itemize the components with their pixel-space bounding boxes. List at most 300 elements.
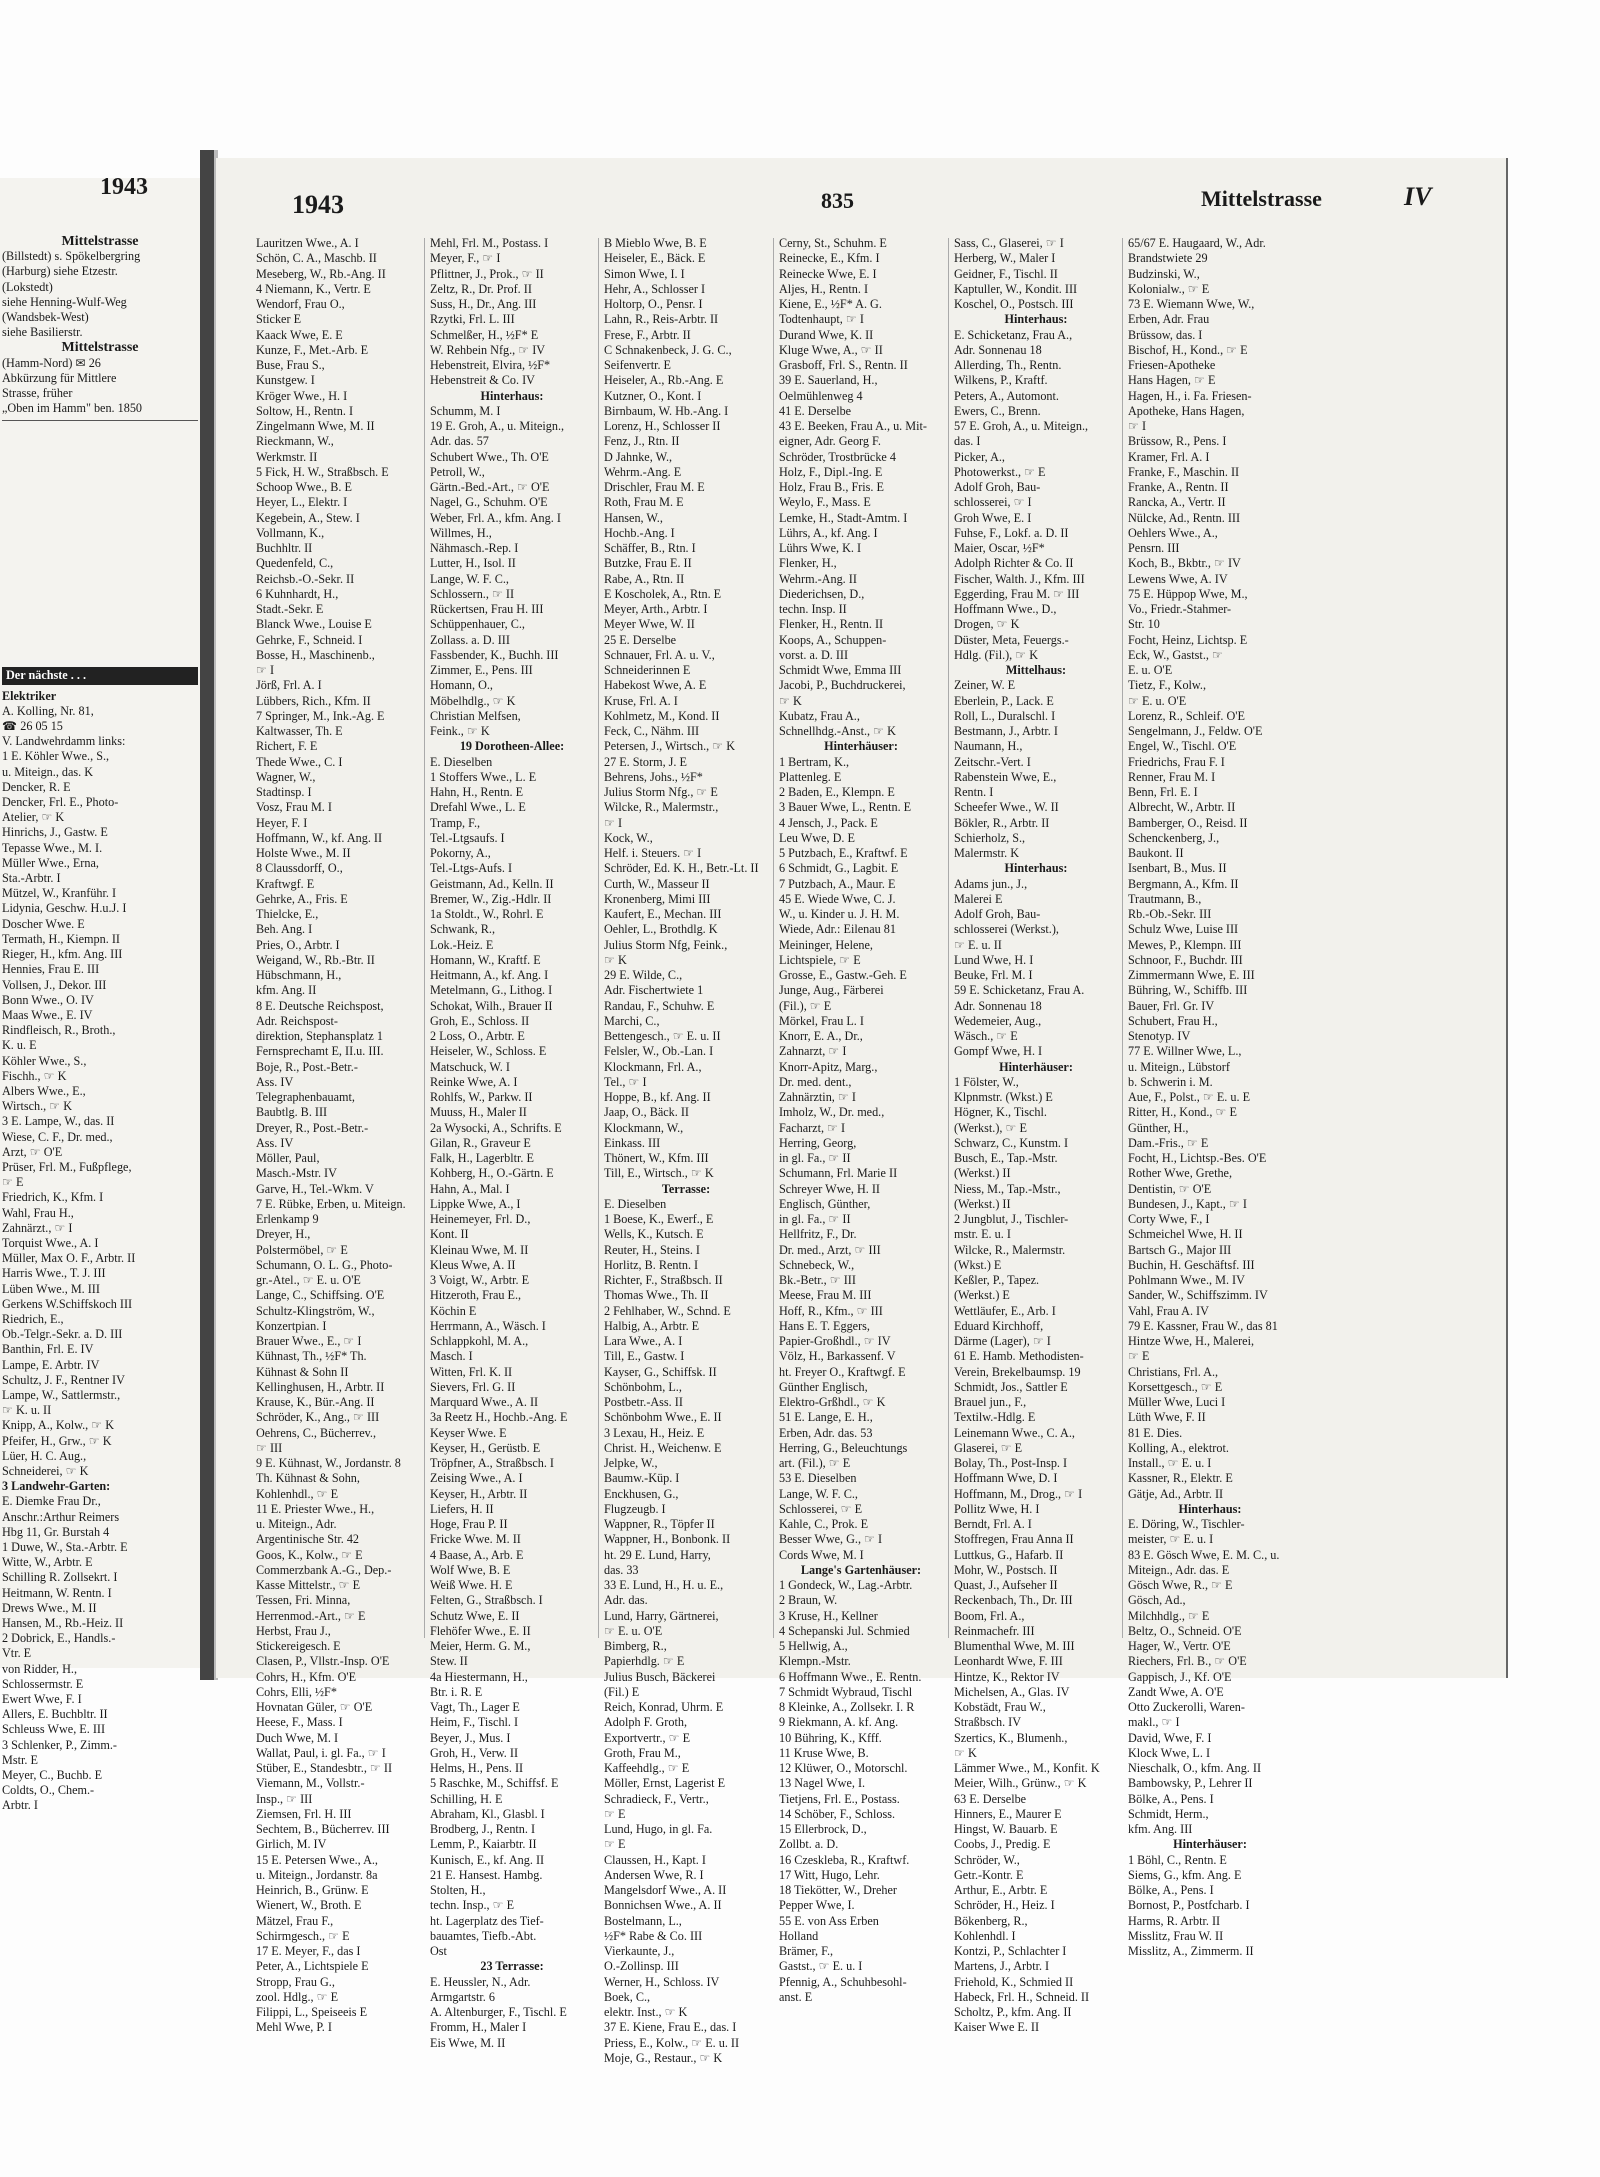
directory-line: u. Miteign., Jordanstr. 8a <box>256 1867 378 1882</box>
directory-line: Gilan, R., Graveur E <box>430 1135 531 1150</box>
directory-line: (Fil.), ☞ E <box>779 998 832 1013</box>
directory-line: Friedrich, K., Kfm. I <box>2 1190 104 1205</box>
directory-line: Lok.-Heiz. E <box>430 937 494 952</box>
directory-line: Herring, G., Beleuchtungs <box>779 1440 908 1455</box>
directory-line: Adr. Sonnenau 18 <box>954 998 1042 1013</box>
directory-line: makl., ☞ I <box>1128 1715 1180 1730</box>
directory-line: 63 E. Derselbe <box>954 1791 1027 1806</box>
directory-line: Dencker, Frl. E., Photo- <box>2 795 119 810</box>
directory-line: 7 E. Rübke, Erben, u. Miteign. <box>256 1196 406 1211</box>
directory-line: Randau, F., Schuhw. E <box>604 998 715 1013</box>
directory-line: Schirmgesch., ☞ E <box>256 1928 350 1943</box>
section-heading: 23 Terrasse: <box>480 1959 544 1974</box>
directory-line: Schumann, O. L. G., Photo- <box>256 1257 393 1272</box>
directory-line: Kruse, Frl. A. I <box>604 693 678 708</box>
directory-line: Gehrke, F., Schneid. I <box>256 632 363 647</box>
directory-line: Rzytki, Frl. L. III <box>430 312 515 327</box>
section-heading: Hinterhäuser: <box>999 1059 1073 1074</box>
directory-line: Lemm, P., Kaiarbtr. II <box>430 1837 537 1852</box>
directory-line: Commerzbank A.-G., Dep.- <box>256 1562 392 1577</box>
directory-line: Elektriker <box>2 688 57 703</box>
directory-line: Fenz, J., Rtn. II <box>604 434 680 449</box>
street-heading: Mittelstrasse <box>1201 186 1322 211</box>
directory-line: D Jahnke, W., <box>604 449 673 464</box>
directory-line: ☞ K. u. II <box>2 1403 52 1418</box>
directory-line: Bauer, Frl. Gr. IV <box>1128 998 1215 1013</box>
directory-line: Schmeichel Wwe, H. II <box>1128 1227 1243 1242</box>
directory-line: Hansen, W., <box>604 510 663 525</box>
directory-line: Scholtz, P., kfm. Ang. II <box>954 2005 1072 2019</box>
directory-line: Heiseler, A., Rb.-Ang. E <box>604 373 724 388</box>
directory-line: Klock Wwe, L. I <box>1128 1745 1211 1760</box>
directory-line: Eberlein, P., Lack. E <box>954 693 1054 708</box>
directory-line: 3a Reetz H., Hochb.-Ang. E <box>430 1410 568 1425</box>
directory-line: 6 Hoffmann Wwe., E. Rentn. <box>779 1669 922 1684</box>
directory-line: 9 Riekmann, A. kf. Ang. <box>779 1715 899 1730</box>
directory-line: Pohlmann Wwe., M. IV <box>1128 1273 1245 1287</box>
directory-line: ☞ I <box>604 815 623 830</box>
directory-line: Beyer, J., Mus. I <box>430 1730 511 1745</box>
directory-line: 21 E. Hansest. Hambg. <box>430 1867 543 1882</box>
directory-line: Wendorf, Frau O., <box>256 297 345 311</box>
directory-line: Hehr, A., Schlosser I <box>604 281 706 296</box>
directory-line: 3 Schlenker, P., Zimm.- <box>2 1737 117 1752</box>
directory-line: Herbst, Frau J., <box>256 1623 331 1638</box>
directory-line: Argentinische Str. 42 <box>256 1532 360 1547</box>
directory-line: 41 E. Derselbe <box>779 403 852 418</box>
directory-line: Schnauer, Frl. A. u. V., <box>604 647 715 662</box>
directory-line: Lange, W. F. C., <box>430 571 509 586</box>
directory-line: (Wkst.) E <box>954 1257 1002 1272</box>
page-number: 835 <box>821 188 854 213</box>
directory-line: Kohlmetz, M., Kond. II <box>604 708 720 723</box>
directory-line: Stüber, E., Standesbtr., ☞ II <box>256 1761 393 1775</box>
directory-line: Bolay, Th., Post-Insp. I <box>954 1456 1068 1470</box>
directory-line: Termath, H., Kiempn. II <box>2 931 120 946</box>
directory-line: gr.-Atel., ☞ E. u. O'E <box>256 1273 361 1287</box>
section-heading: Hinterhaus: <box>1004 312 1068 327</box>
directory-line: 12 Klüwer, O., Motorschl. <box>779 1761 908 1775</box>
directory-line: Hahn, A., Mal. I <box>430 1181 510 1196</box>
directory-line: Meyer Wwe, W. II <box>604 617 695 632</box>
directory-line: Lahn, R., Reis-Arbtr. II <box>604 312 719 327</box>
directory-line: Bambowsky, P., Lehrer II <box>1128 1776 1253 1791</box>
directory-line: Kellinghusen, H., Arbtr. II <box>256 1379 385 1394</box>
directory-line: 17 Witt, Hugo, Lehr. <box>779 1867 880 1882</box>
directory-line: Felten, G., Straßbsch. I <box>430 1593 543 1608</box>
directory-line: Schneiderei, ☞ K <box>2 1464 89 1478</box>
directory-line: (Werkst.) II <box>954 1166 1011 1181</box>
directory-line: Völz, H., Barkassenf. V <box>779 1349 896 1364</box>
directory-line: Michelsen, A., Glas. IV <box>954 1684 1070 1699</box>
directory-line: Keyser, H., Gerüstb. E <box>430 1440 541 1455</box>
directory-line: Wagner, W., <box>256 769 316 784</box>
directory-line: Adr. Fischertwiete 1 <box>604 983 704 998</box>
section-heading: Hinterhaus: <box>1178 1501 1242 1516</box>
directory-line: Holste Wwe., M. II <box>256 846 351 860</box>
directory-line: Wettläufer, E., Arb. I <box>954 1303 1056 1318</box>
directory-line: Weigand, W., Rb.-Btr. II <box>256 952 375 967</box>
directory-line: Lidynia, Geschw. H.u.J. I <box>2 901 127 916</box>
directory-line: Kramer, Frl. A. I <box>1128 449 1210 464</box>
directory-line: Wilkens, P., Kraftf. <box>954 373 1048 388</box>
directory-line: Kohlenhdl., ☞ E <box>256 1486 339 1501</box>
directory-line: 1 Boese, K., Ewerf., E <box>604 1212 714 1226</box>
directory-line: 7 Schmidt Wybraud, Tischl <box>779 1684 913 1699</box>
directory-line: Riedrich, E., <box>2 1311 64 1326</box>
directory-line: siehe Henning-Wulf-Weg <box>2 294 127 309</box>
directory-line: Brodberg, J., Rentn. I <box>430 1822 536 1836</box>
directory-line: Herring, Georg, <box>779 1135 857 1150</box>
directory-line: Kubatz, Frau A., <box>779 708 860 723</box>
directory-line: Christ. H., Weichenw. E <box>604 1440 722 1455</box>
directory-line: 6 Kuhnhardt, H., <box>256 586 339 601</box>
directory-line: schlosserei (Werkst.), <box>954 922 1059 937</box>
directory-line: Bimberg, R., <box>604 1639 667 1653</box>
directory-line: Garve, H., Tel.-Wkm. V <box>256 1181 374 1196</box>
directory-line: Schröder, W., <box>954 1852 1020 1867</box>
directory-line: Rother Wwe, Grethe, <box>1128 1166 1233 1181</box>
directory-line: Flenker, H., Rentn. II <box>779 617 884 632</box>
directory-line: Zahnärztin, ☞ I <box>779 1090 856 1104</box>
directory-line: Rancka, A., Vertr. II <box>1128 495 1226 510</box>
directory-line: Nülcke, Ad., Rentn. III <box>1128 510 1241 525</box>
directory-line: Groh, H., Verw. II <box>430 1745 518 1760</box>
directory-line: 39 E. Sauerland, H., <box>779 373 878 388</box>
directory-line: Kluge Wwe, A., ☞ II <box>779 342 883 357</box>
directory-line: Marchi, C., <box>604 1013 660 1028</box>
directory-line: Mangelsdorf Wwe., A. II <box>604 1883 727 1897</box>
directory-line: Reichsb.-O.-Sekr. II <box>256 571 355 586</box>
directory-line: Heyer, F. I <box>256 815 308 830</box>
directory-line: „Oben im Hamm" ben. 1850 <box>2 401 143 416</box>
directory-line: Pepper Wwe, I. <box>779 1898 855 1913</box>
directory-line: Kühnast, Th., ½F* Th. <box>256 1349 367 1364</box>
directory-line: Schüppenhauer, C., <box>430 617 525 632</box>
section-heading: 19 Dorotheen-Allee: <box>459 739 565 754</box>
directory-line: Dencker, R. E <box>2 779 71 794</box>
directory-line: Schwank, R., <box>430 922 495 937</box>
directory-line: Gompf Wwe, H. I <box>954 1044 1043 1059</box>
directory-line: Koch, B., Bkbtr., ☞ IV <box>1128 556 1241 571</box>
directory-line: Tietz, F., Kolw., <box>1128 678 1207 693</box>
directory-line: Fischh., ☞ K <box>2 1068 67 1083</box>
directory-line: Schneiderinnen E <box>604 663 691 677</box>
directory-line: Zeltz, R., Dr. Prof. II <box>430 281 532 296</box>
directory-line: Schröder, H., Heiz. I <box>954 1898 1055 1913</box>
directory-line: Möbelhdlg., ☞ K <box>430 693 516 708</box>
directory-line: Kaptuller, W., Kondit. III <box>954 281 1078 296</box>
directory-line: 13 Nagel Wwe, I. <box>779 1776 866 1791</box>
directory-line: Knorr-Apitz, Marg., <box>779 1059 878 1074</box>
directory-line: Metelmann, G., Lithog. I <box>430 983 553 998</box>
directory-line: Stew. II <box>430 1654 468 1669</box>
directory-line: Hingst, W. Bauarb. E <box>954 1822 1058 1836</box>
directory-line: 1a Stoldt., W., Rohrl. E <box>430 907 544 921</box>
directory-line: Verein, Brekelbaumsp. 19 <box>954 1364 1081 1379</box>
column-4 <box>779 236 943 2005</box>
directory-line: Schnebeck, W., <box>779 1257 855 1272</box>
directory-line: Telegraphenbauamt, <box>256 1090 355 1104</box>
directory-line: Stenotyp. IV <box>1128 1029 1191 1043</box>
directory-line: Malermstr. K <box>954 846 1019 860</box>
directory-line: Leu Wwe, D. E <box>779 830 855 845</box>
directory-line: 3 E. Lampe, W., das. II <box>2 1114 115 1129</box>
directory-line: Erben, Adr. das. 53 <box>779 1425 873 1440</box>
directory-line: Knipp, A., Kolw., ☞ K <box>2 1418 115 1433</box>
directory-line: Nagel, G., Schuhm. O'E <box>430 495 548 510</box>
directory-line: ☞ E. u. II <box>954 937 1002 952</box>
directory-line: Th. Kühnast & Sohn, <box>256 1471 360 1486</box>
directory-line: Hoge, Frau P. II <box>430 1517 508 1531</box>
directory-line: Reinmachefr. III <box>954 1623 1035 1638</box>
directory-line: Petroll, W., <box>430 464 485 479</box>
directory-line: Homann, W., Kraftf. E <box>430 952 541 967</box>
directory-line: Hoffmann Wwe, D. I <box>954 1471 1058 1486</box>
directory-line: Jelpke, W., <box>604 1456 658 1470</box>
directory-line: E. Schicketanz, Frau A., <box>954 327 1073 342</box>
directory-line: Milchhdlg., ☞ E <box>1128 1608 1210 1623</box>
directory-line: Schwarz, C., Kunstm. I <box>954 1135 1069 1150</box>
directory-line: (Harburg) siehe Etzestr. <box>2 264 118 279</box>
directory-line: 57 E. Groh, A., u. Miteign., <box>954 419 1089 433</box>
directory-line: Bundesen, J., Kapt., ☞ I <box>1128 1196 1247 1211</box>
directory-line: 37 E. Kiene, Frau E., das. I <box>604 2020 737 2035</box>
directory-line: schlosserei, ☞ I <box>954 495 1032 510</box>
directory-line: Mstr. E <box>2 1752 38 1767</box>
column-1 <box>256 236 420 2036</box>
directory-line: Soltow, H., Rentn. I <box>256 403 354 418</box>
directory-line: Hagen, H., i. Fa. Friesen- <box>1128 388 1252 403</box>
directory-line: Schmidt, Jos., Sattler E <box>954 1379 1068 1394</box>
directory-line: 1 Fölster, W., <box>954 1074 1019 1089</box>
section-heading: Terrasse: <box>661 1181 711 1196</box>
directory-line: Wahl, Frau H., <box>2 1205 74 1220</box>
directory-line: Gätje, Ad., Arbtr. II <box>1128 1486 1224 1501</box>
directory-line: Klempn.-Mstr. <box>779 1654 851 1669</box>
directory-line: Girlich, M. IV <box>256 1837 327 1852</box>
directory-line: Schleuss Wwe, E. III <box>2 1722 106 1737</box>
directory-line: Mehl, Frl. M., Postass. I <box>430 236 549 250</box>
directory-line: Hintze, K., Rektor IV <box>954 1669 1060 1684</box>
directory-line: Tietjens, Frl. E., Postass. <box>779 1791 900 1806</box>
volume-number: IV <box>1404 182 1432 211</box>
directory-line: Banthin, Frl. E. IV <box>2 1342 94 1357</box>
directory-line: 3 Kruse, H., Kellner <box>779 1608 878 1623</box>
directory-line: kfm. Ang. II <box>256 983 317 998</box>
directory-line: Flugzeugb. I <box>604 1501 666 1516</box>
directory-line: Lübbers, Rich., Kfm. II <box>256 693 371 708</box>
directory-line: direktion, Stephansplatz 1 <box>256 1029 383 1043</box>
directory-line: Falk, H., Lagerbltr. E <box>430 1151 534 1165</box>
directory-line: Kontzi, P., Schlachter I <box>954 1944 1067 1958</box>
column-divider <box>424 238 425 1638</box>
directory-line: Bölke, A., Pens. I <box>1128 1883 1214 1897</box>
directory-line: Filippi, L., Speiseeis E <box>256 2005 368 2019</box>
directory-line: Straßbsch. IV <box>954 1715 1022 1730</box>
directory-line: ☞ E <box>1128 1349 1150 1364</box>
directory-line: Pries, O., Arbtr. I <box>256 937 340 952</box>
directory-line: Lund, Hugo, in gl. Fa. <box>604 1822 713 1836</box>
directory-line: Reinecke Wwe, E. I <box>779 266 877 281</box>
directory-line: Franke, A., Rentn. II <box>1128 480 1229 494</box>
directory-line: Habekost Wwe, A. E <box>604 678 707 693</box>
directory-line: Leinemann Wwe., C. A., <box>954 1425 1075 1440</box>
directory-line: ☞ E. u. O'E <box>1128 693 1187 708</box>
directory-line: Adr. Reichspost- <box>256 1013 338 1028</box>
directory-line: Hoffmann Wwe., D., <box>954 602 1057 616</box>
directory-line: Luttkus, G., Hafarb. II <box>954 1547 1064 1562</box>
directory-line: Naumann, H., <box>954 739 1023 754</box>
directory-line: 2 Fehlhaber, W., Schnd. E <box>604 1303 731 1318</box>
directory-line: Adolf Groh, Bau- <box>954 907 1041 921</box>
directory-line: Picker, A., <box>954 449 1005 464</box>
directory-line: Martens, J., Arbtr. I <box>954 1959 1050 1974</box>
directory-line: techn. Insp., ☞ E <box>430 1898 515 1913</box>
directory-line: ☞ E <box>604 1837 626 1852</box>
directory-line: Schutz Wwe, E. II <box>430 1608 520 1623</box>
street-heading: Mittelstrasse <box>61 234 139 249</box>
directory-line: Heiseler, E., Bäck. E <box>604 251 706 266</box>
directory-line: Marquard Wwe., A. II <box>430 1395 539 1409</box>
directory-line: 5 Putzbach, E., Kraftwf. E <box>779 846 908 860</box>
directory-line: Vtr. E <box>2 1646 32 1661</box>
directory-line: das. I <box>954 434 981 449</box>
directory-line: Feck, C., Nähm. III <box>604 724 700 738</box>
directory-line: Lippke Wwe, A., I <box>430 1196 521 1211</box>
directory-line: Wäsch., ☞ E <box>954 1029 1018 1043</box>
directory-line: Hbg 11, Gr. Burstah 4 <box>2 1524 110 1539</box>
directory-line: Lewens Wwe, A. IV <box>1128 571 1228 586</box>
directory-line: elektr. Inst., ☞ K <box>604 2005 688 2019</box>
directory-line: Schokat, Wilh., Brauer II <box>430 998 553 1013</box>
section-heading: Hinterhaus: <box>1004 861 1068 876</box>
directory-line: 2 Baden, E., Klempn. E <box>779 785 895 799</box>
directory-line: Holtorp, O., Pensr. I <box>604 297 703 311</box>
directory-line: 3 Lexau, H., Heiz. E <box>604 1425 705 1440</box>
directory-line: Korsettgesch., ☞ E <box>1128 1379 1223 1394</box>
directory-line: Meese, Frau M. III <box>779 1288 872 1303</box>
directory-line: Vollmann, K., <box>256 525 325 540</box>
directory-line: Eis Wwe, M. II <box>430 2035 506 2050</box>
directory-line: Boje, R., Post.-Betr.- <box>256 1059 358 1074</box>
directory-line: Tramp, F., <box>430 815 481 830</box>
directory-line: Groth, Frau M., <box>604 1745 681 1760</box>
directory-line: Benn, Frl. E. I <box>1128 785 1198 799</box>
directory-line: Adr. Sonnenau 18 <box>954 342 1042 357</box>
directory-line: E. Heussler, N., Adr. <box>430 1974 531 1989</box>
directory-line: Friehold, K., Schmied II <box>954 1974 1074 1989</box>
directory-line: 1 Gondeck, W., Lag.-Arbtr. <box>779 1578 913 1592</box>
directory-line: Nieschalk, O., kfm. Ang. II <box>1128 1761 1262 1775</box>
directory-line: Heiseler, W., Schloss. E <box>430 1044 547 1059</box>
directory-line: Heitmann, W. Rentn. I <box>2 1585 112 1600</box>
directory-line: Bartsch G., Major III <box>1128 1242 1232 1257</box>
directory-line: 4a Hiestermann, H., <box>430 1669 528 1684</box>
directory-line: Schröder, Ed. K. H., Betr.-Lt. II <box>604 861 759 876</box>
directory-line: Brüssow, R., Pens. I <box>1128 434 1227 449</box>
directory-line: 5 Fick, H. W., Straßbsch. E <box>256 464 389 479</box>
directory-line: Homann, O., <box>430 678 493 693</box>
directory-line: Rückertsen, Frau H. III <box>430 602 544 616</box>
directory-line: Julius Busch, Bäckerei <box>604 1669 716 1684</box>
directory-line: Schenckenberg, J., <box>1128 830 1220 845</box>
directory-line: Mörkel, Frau L. I <box>779 1013 864 1028</box>
directory-line: Schmidt Wwe, Emma III <box>779 663 902 677</box>
directory-line: techn. Insp. II <box>779 602 847 616</box>
directory-line: Schilling R. Zollsekrt. I <box>2 1570 118 1585</box>
directory-line: Baubtlg. B. III <box>256 1105 328 1120</box>
directory-line: Kahle, C., Prok. E <box>779 1517 869 1531</box>
directory-line: Niess, M., Tap.-Mstr., <box>954 1181 1061 1196</box>
directory-line: 55 E. von Ass Erben <box>779 1913 879 1928</box>
directory-line: Mohr, W., Postsch. II <box>954 1562 1058 1577</box>
directory-line: Papierhdlg. ☞ E <box>604 1654 685 1669</box>
directory-line: Kühnast & Sohn II <box>256 1364 349 1379</box>
directory-line: 17 E. Meyer, F., das I <box>256 1944 361 1958</box>
directory-line: 2 Jungblut, J., Tischler- <box>954 1212 1069 1226</box>
directory-line: 2 Loss, O., Arbtr. E <box>430 1029 525 1043</box>
directory-line: Siems, G., kfm. Ang. E <box>1128 1867 1242 1882</box>
directory-line: 1 Duwe, W., Sta.-Arbtr. E <box>2 1540 128 1555</box>
directory-line: Arbtr. I <box>2 1798 38 1813</box>
directory-line: Habeck, Frl. H., Schneid. II <box>954 1989 1090 2004</box>
directory-line: Sticker E <box>256 312 302 327</box>
directory-line: Richert, F. E <box>256 739 318 754</box>
directory-line: Drogen, ☞ K <box>954 617 1020 632</box>
directory-line: Drischler, Frau M. E <box>604 480 705 494</box>
directory-line: Bettengesch., ☞ E. u. II <box>604 1029 721 1043</box>
directory-line: 2 Braun, W. <box>779 1593 838 1608</box>
directory-line: 1 E. Köhler Wwe., S., <box>2 749 110 764</box>
directory-line: Herrenmod.-Art., ☞ E <box>256 1608 366 1623</box>
directory-line: Schradieck, F., Vertr., <box>604 1791 709 1806</box>
directory-line: Wappner, R., Töpfer II <box>604 1517 715 1531</box>
directory-line: David, Wwe, F. I <box>1128 1730 1212 1745</box>
directory-line: ☞ E. u. O'E <box>604 1623 663 1638</box>
directory-line: Arzt, ☞ O'E <box>2 1144 63 1159</box>
directory-line: Photowerkst., ☞ E <box>954 464 1046 479</box>
directory-line: Willmes, H., <box>430 525 492 540</box>
directory-line: Schultz-Klingström, W., <box>256 1303 375 1318</box>
directory-line: Meyer, F., ☞ I <box>430 251 501 266</box>
directory-line: Klockmann, W., <box>604 1120 684 1135</box>
directory-line: Lichtspiele, ☞ E <box>779 952 861 967</box>
directory-line: Müller, Max O. F., Arbtr. II <box>2 1251 136 1266</box>
directory-line: Albrecht, W., Arbtr. II <box>1128 800 1236 815</box>
directory-line: Bonn Wwe., O. IV <box>2 992 94 1007</box>
directory-line: Meier, Wilh., Grünw., ☞ K <box>954 1776 1087 1791</box>
directory-line: Lüth Wwe, F. II <box>1128 1410 1206 1425</box>
directory-line: vorst. a. D. III <box>779 647 849 662</box>
directory-line: 27 E. Storm, J. E <box>604 754 687 769</box>
directory-line: u. Miteign., das. K <box>2 764 94 779</box>
directory-line: Kaack Wwe, E. E <box>256 327 343 342</box>
directory-line: Keßler, P., Tapez. <box>954 1273 1040 1287</box>
directory-line: Stickereigesch. E <box>256 1639 341 1653</box>
directory-line: B Mieblo Wwe, B. E <box>604 236 707 250</box>
directory-line: Kröger Wwe., H. I <box>256 388 348 403</box>
directory-line: Dr. med. dent., <box>779 1074 852 1089</box>
directory-line: V. Landwehrdamm links: <box>2 734 126 749</box>
directory-line: Bischof, H., Kond., ☞ E <box>1128 342 1248 357</box>
directory-line: Sass, C., Glaserei, ☞ I <box>954 236 1064 250</box>
directory-line: Prüser, Frl. M., Fußpflege, <box>2 1159 132 1174</box>
directory-line: Zeitschr.-Vert. I <box>954 754 1031 769</box>
directory-line: anst. E <box>779 1989 813 2004</box>
directory-line: Till, E., Gastw. I <box>604 1349 685 1364</box>
directory-line: Ewert Wwe, F. I <box>2 1692 82 1707</box>
